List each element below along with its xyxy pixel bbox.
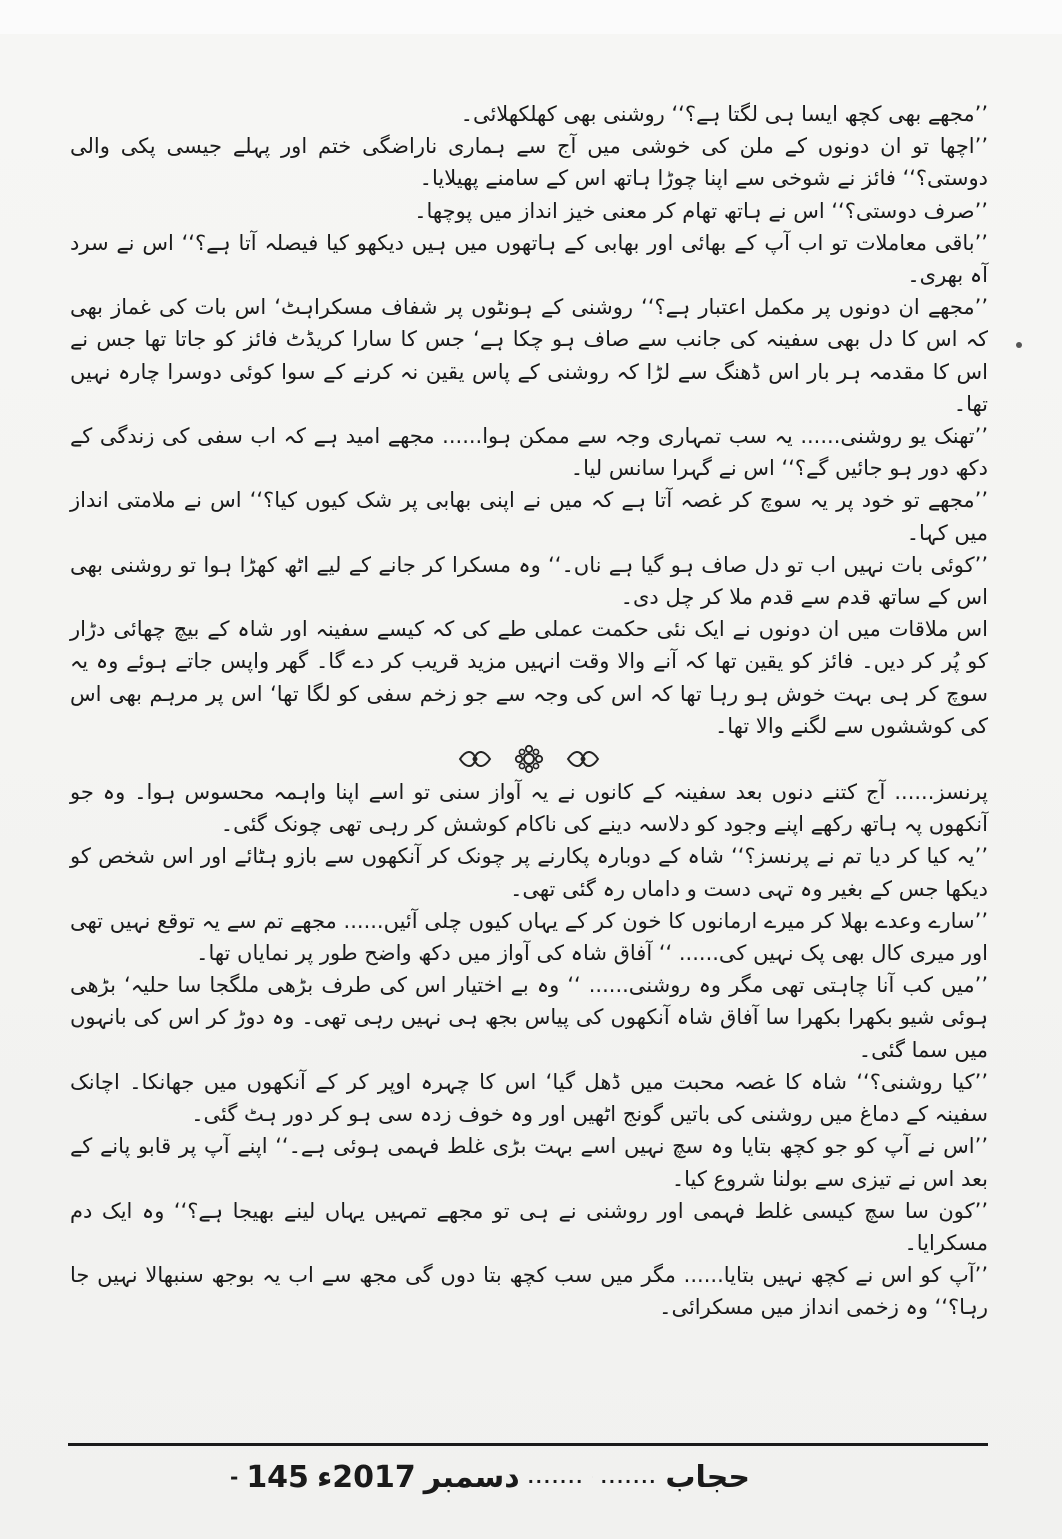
- paragraph: ’’سارے وعدے بھلا کر میرے ارمانوں کا خون کر کے یہاں کیوں چلی آئیں...... مجھے تم سے یہ توقع نہیں تھی اور میری کال بھی پک نہیں کی...... ‘‘ آفاق شاہ کی آواز میں دکھ واضح طور پر نمایاں تھا۔: [70, 908, 988, 966]
- page-top-edge: [0, 0, 1062, 34]
- paragraph: ’’صرف دوستی؟‘‘ اس نے ہاتھ تھام کر معنی خیز انداز میں پوچھا۔: [414, 198, 988, 223]
- paragraph: ’’آپ کو اس نے کچھ نہیں بتایا...... مگر میں سب کچھ بتا دوں گی مجھ سے اب یہ بوجھ سنبھالا نہیں جا رہا؟‘‘ وہ زخمی انداز میں مسکرائی۔: [70, 1263, 988, 1320]
- paragraph: ’’اچھا تو ان دونوں کے ملن کی خوشی میں آج سے ہماری ناراضگی ختم اور پہلے جیسی پکی والی دوستی؟‘‘ فائز نے شوخی سے اپنا چوڑا ہاتھ اس کے سامنے پھیلایا۔: [70, 134, 988, 191]
- paragraph: ’’اس نے آپ کو جو کچھ بتایا وہ سچ نہیں اسے بہت بڑی غلط فہمی ہوئی ہے۔‘‘ اپنے آپ پر قابو پانے کے بعد اس نے تیزی سے بولنا شروع کیا۔: [70, 1134, 988, 1191]
- paragraph: ’’کون سا سچ کیسی غلط فہمی اور روشنی نے ہی تو مجھے تمہیں یہاں لینے بھیجا ہے؟‘‘ وہ ایک دم مسکرایا۔: [70, 1198, 988, 1255]
- flourish-left-icon: [458, 748, 492, 770]
- paragraph: ’’مجھے بھی کچھ ایسا ہی لگتا ہے؟‘‘ روشنی بھی کھلکھلائی۔: [460, 102, 988, 126]
- paragraph: ’’تھنک یو روشنی...... یہ سب تمہاری وجہ سے ممکن ہوا...... مجھے امید ہے کہ اب سفی کی زندگی کے دکھ دور ہو جائیں گے؟‘‘ اس نے گہرا سانس لیا۔: [70, 424, 988, 481]
- footer-rule: [68, 1443, 988, 1446]
- story-text: [70, 98, 988, 1324]
- paragraph: ’’باقی معاملات تو اب آپ کے بھائی اور بھابی کے ہاتھوں میں ہیں دیکھو کیا فیصلہ آتا ہے؟‘‘ اس نے سرد آہ بھری۔: [70, 230, 988, 288]
- paragraph: ’’یہ کیا کر دیا تم نے پرنسز؟‘‘ شاہ کے دوبارہ پکارنے پر چونک کر آنکھوں سے بازو ہٹائے اور اس شخص کو دیکھا جس کے بغیر وہ تہی دست و داماں رہ گئی تھی۔: [70, 844, 988, 901]
- issue-year: 2017ء: [316, 1459, 416, 1495]
- section-divider-ornament: [70, 742, 988, 776]
- paragraph: ’’کوئی بات نہیں اب تو دل صاف ہو گیا ہے ناں۔‘‘ وہ مسکرا کر جانے کے لیے اٹھ کھڑا ہوا تو روشنی بھی اس کے ساتھ قدم سے قدم ملا کر چل دی۔: [70, 552, 988, 610]
- paragraph: ’’کیا روشنی؟‘‘ شاہ کا غصہ محبت میں ڈھل گیا‘ اس کا چہرہ اوپر کر کے آنکھوں میں جھانکا۔ اچانک سفینہ کے دماغ میں روشنی کی باتیں گونج اٹھیں اور وہ خوف زدہ سی ہو کر دور ہٹ گئی۔: [70, 1069, 988, 1127]
- issue-month: دسمبر: [423, 1459, 520, 1495]
- paragraph: اس ملاقات میں ان دونوں نے ایک نئی حکمت عملی طے کی کہ کیسے سفینہ اور شاہ کے بیچ چھائی دڑار کو پُر کر دیں۔ فائز کو یقین تھا کہ آنے والا وقت انہیں مزید قریب کر دے گا۔ گھر واپس جاتے ہوئے وہ یہ سوچ کر ہی بہت خوش ہو رہا تھا کہ اس کی وجہ سے جو زخم سفی کو لگا تھا‘ اس پر مرہم بھی اس کی کوششوں سے لگنے والا تھا۔: [70, 617, 988, 738]
- star-ornament-icon: [514, 744, 544, 774]
- magazine-name: حجاب: [665, 1459, 750, 1495]
- page-number: 145: [246, 1459, 309, 1495]
- paragraph: ’’مجھے تو خود پر یہ سوچ کر غصہ آتا ہے کہ میں نے اپنی بھابی پر شک کیوں کیا؟‘‘ اس نے ملامتی انداز میں کہا۔: [70, 488, 988, 545]
- footer-dots: .......: [527, 1467, 585, 1487]
- page-footer: [230, 1452, 750, 1502]
- footer-dots: .......: [600, 1467, 658, 1487]
- paragraph: ’’میں کب آنا چاہتی تھی مگر وہ روشنی...... ‘‘ وہ بے اختیار اس کی طرف بڑھی ملگجا سا حلیہ‘ بڑھی ہوئی شیو بکھرا بکھرا سا آفاق شاہ آنکھوں کی پیاس بجھ ہی نہیں رہی تھی۔ وہ دوڑ کر اس کی بانہوں میں سما گئی۔: [70, 973, 988, 1062]
- footer-dash: -: [230, 1465, 239, 1489]
- paragraph: پرنسز...... آج کتنے دنوں بعد سفینہ کے کانوں نے یہ آواز سنی تو اسے اپنا واہمہ محسوس ہوا۔ وہ جو آنکھوں پہ ہاتھ رکھے اپنے وجود کو دلاسہ دینے کی ناکام کوشش کر رہی تھی چونک گئی۔: [70, 780, 988, 837]
- paragraph: ’’مجھے ان دونوں پر مکمل اعتبار ہے؟‘‘ روشنی کے ہونٹوں پر شفاف مسکراہٹ‘ اس بات کی غماز بھی کہ اس کا دل بھی سفینہ کی جانب سے صاف ہو چکا ہے‘ جس کا سارا کریڈٹ فائز کو جاتا تھا جس نے اس کا مقدمہ ہر بار اس ڈھنگ سے لڑا کہ روشنی کے پاس یقین نہ کرنے کے سوا کوئی دوسرا چارہ نہیں تھا۔: [70, 295, 988, 416]
- flourish-right-icon: [566, 748, 600, 770]
- margin-dot: [1016, 342, 1022, 348]
- flower-icon: [592, 1466, 593, 1488]
